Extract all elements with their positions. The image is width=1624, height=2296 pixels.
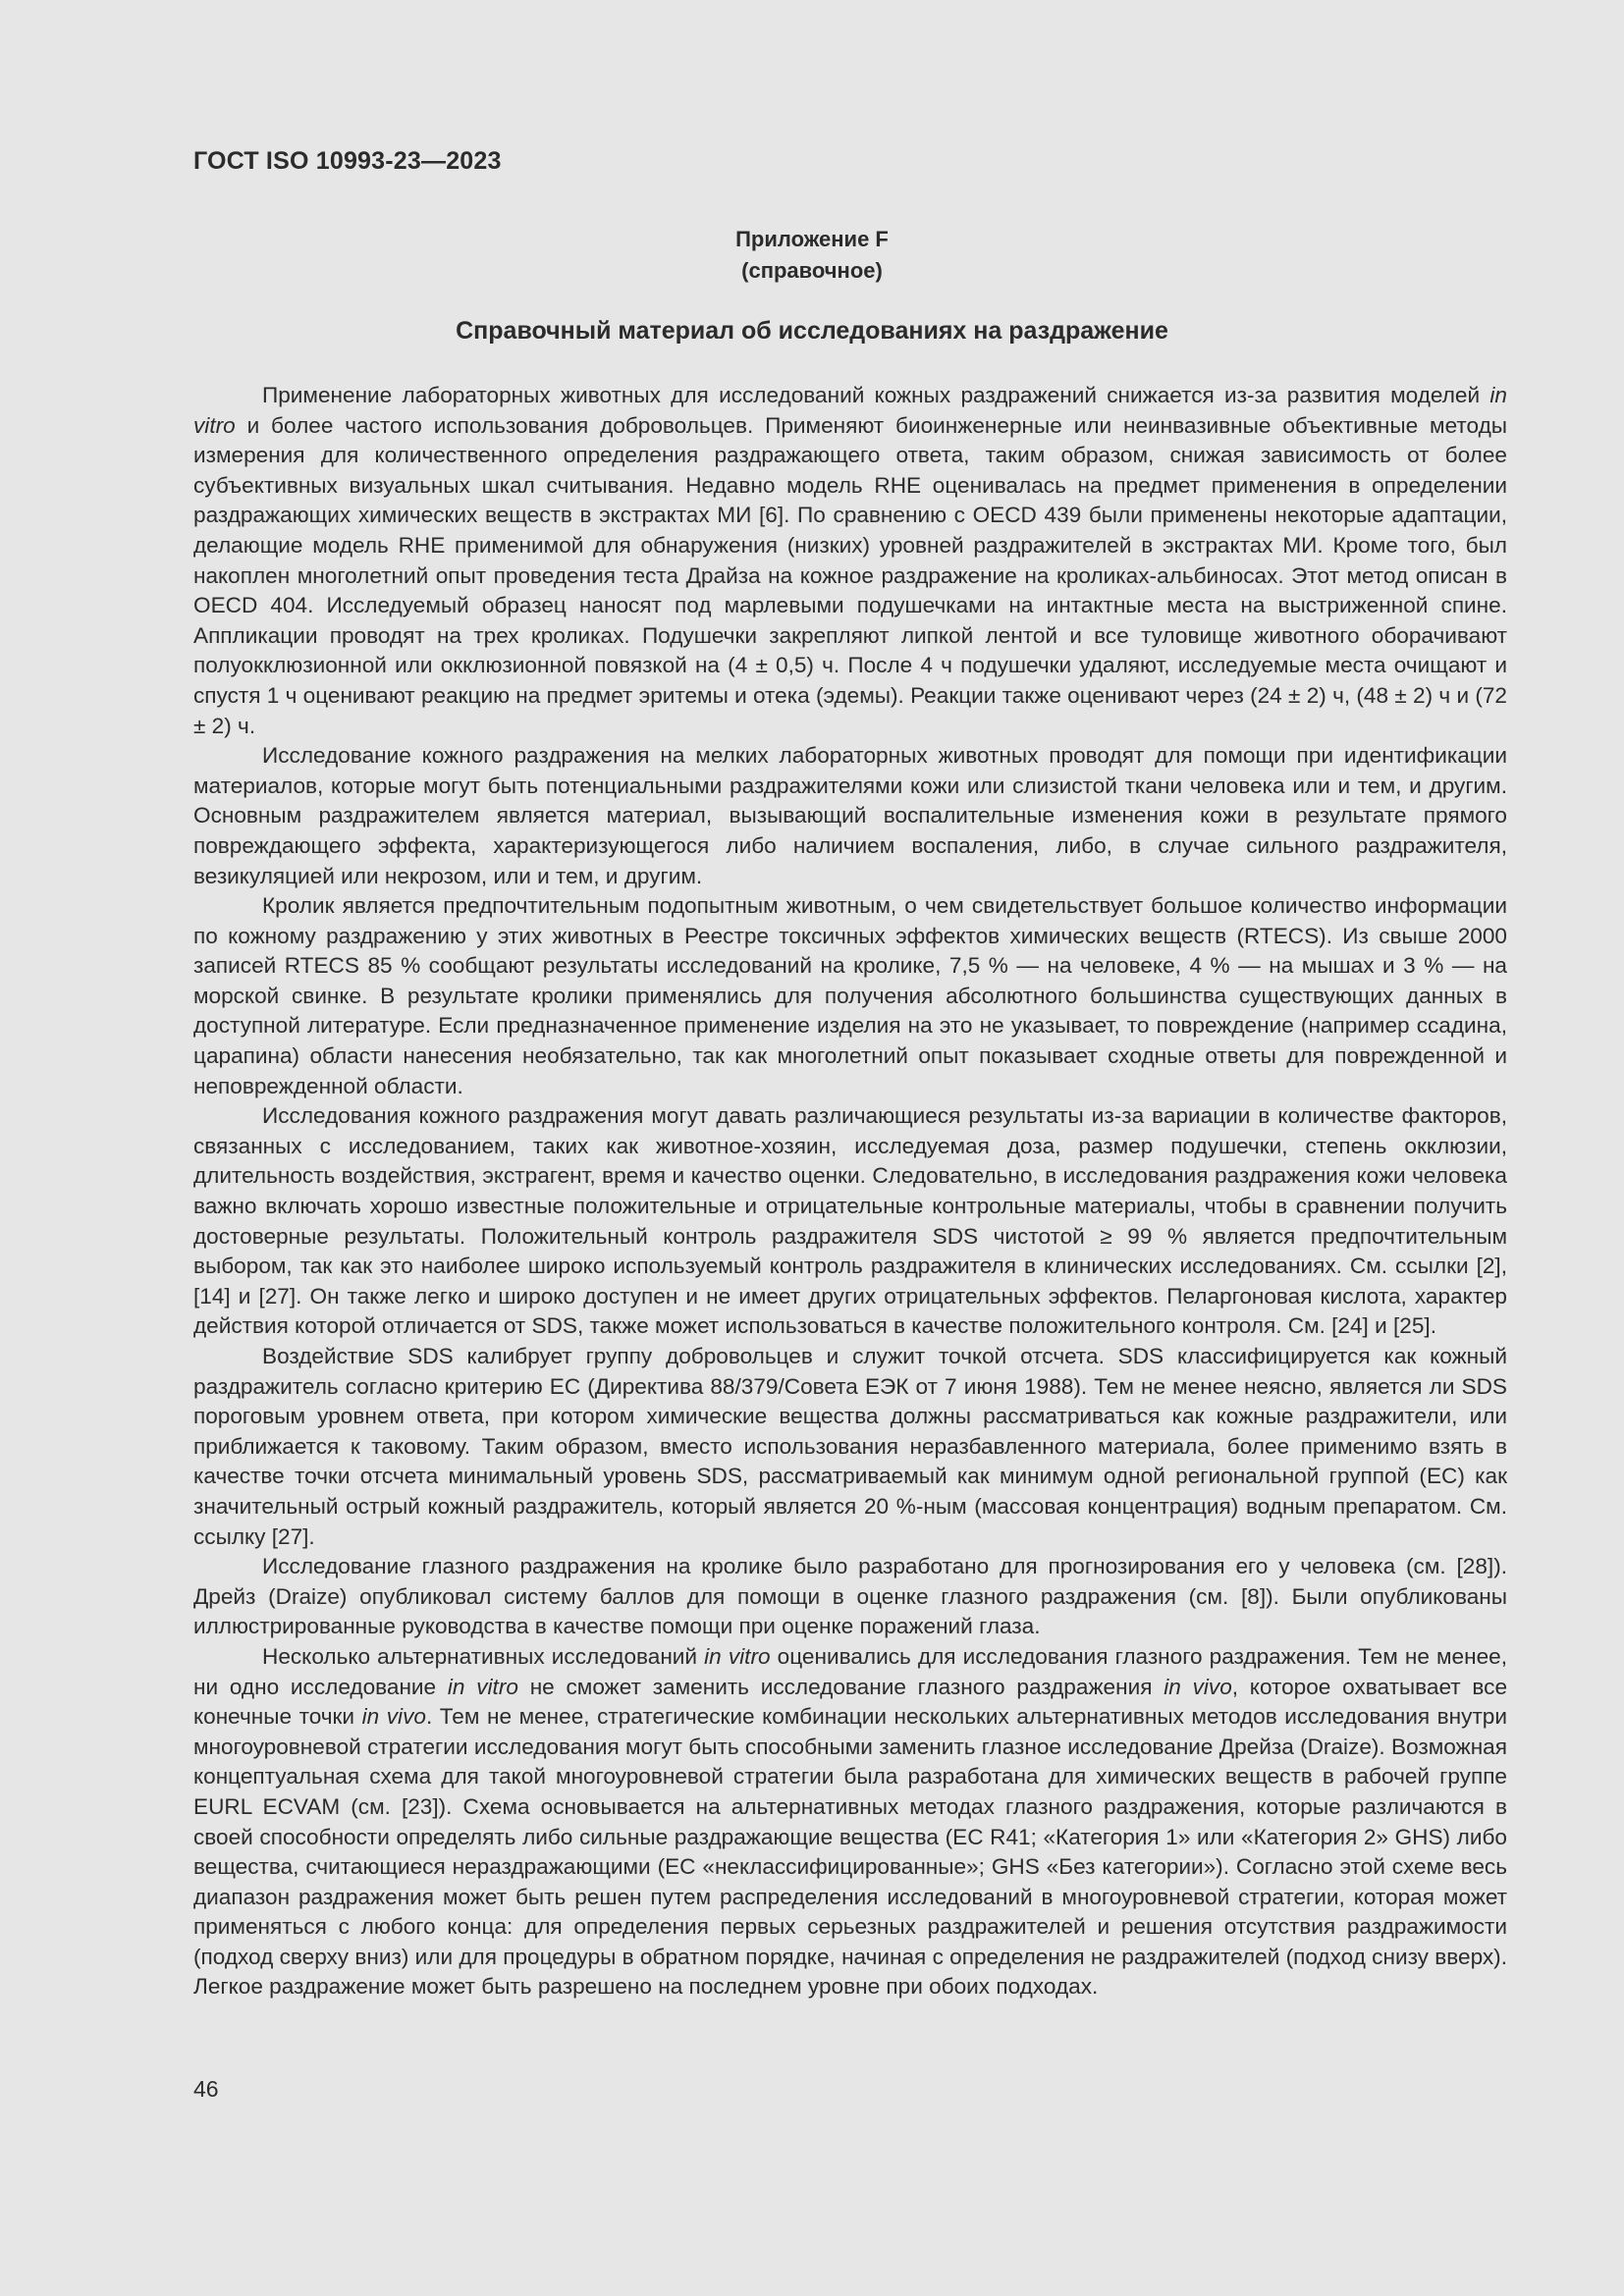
paragraph: Исследования кожного раздражения могут давать различающиеся результаты из-за вариации в количестве факторов, связанных с исследованием, таких как животное-хозяин, исследуемая доза, размер подушечки, степень окклюзии, длительность воздействия, экстрагент, время и качество оценки. Следовательно, в исследования раздражения кожи человека важно включать хорошо известные положительные и отрицательные контрольные материалы, чтобы в сравнении получить достоверные результаты. Положительный контроль раздражителя SDS чистотой ≥ 99 % является предпочтительным выбором, так как это наиболее широко используемый контроль раздражителя в клинических исследованиях. См. ссылки [2], [14] и [27]. Он также легко и широко доступен и не имеет других отрицательных эффектов. Пеларгоновая кислота, характер действия которой отличается от SDS, также может использоваться в качестве положительного контроля. См. [24] и [25].	[193, 1103, 1507, 1339]
body-text	[193, 381, 1507, 2002]
annex-type: (справочное)	[741, 258, 883, 283]
annex-heading	[0, 224, 1624, 287]
annex-title: Справочный материал об исследованиях на раздражение	[456, 317, 1168, 345]
annex-label: Приложение F	[735, 227, 889, 251]
paragraph: Применение лабораторных животных для исследований кожных раздражений снижается из-за развития моделей in vitro и более частого использования добровольцев. Применяют биоинженерные или неинвазивные объективные методы измерения для количественного определения раздражающего ответа, таким образом, снижая зависимость от более субъективных визуальных шкал считывания. Недавно модель RHE оценивалась на предмет применения в определении раздражающих химических веществ в экстрактах МИ [6]. По сравнению с OECD 439 были применены некоторые адаптации, делающие модель RHE применимой для обнаружения (низких) уровней раздражителей в экстрактах МИ. Кроме того, был накоплен многолетний опыт проведения теста Драйза на кожное раздражение на кроликах-альбиносах. Этот метод описан в OECD 404. Исследуемый образец наносят под марлевыми подушечками на интактные места на выстриженной спине. Аппликации проводят на трех кроликах. Подушечки закрепляют липкой лентой и все туловище животного оборачивают полуокклюзионной или окклюзионной повязкой на (4 ± 0,5) ч. После 4 ч подушечки удаляют, исследуемые места очищают и спустя 1 ч оценивают реакцию на предмет эритемы и отека (эдемы). Реакции также оценивают через (24 ± 2) ч, (48 ± 2) ч и (72 ± 2) ч.	[193, 383, 1507, 738]
paragraph: Исследование кожного раздражения на мелких лабораторных животных проводят для помощи при идентификации материалов, которые могут быть потенциальными раздражителями кожи или слизистой ткани человека или и тем, и другим. Основным раздражителем является материал, вызывающий воспалительные изменения кожи в результате прямого повреждающего эффекта, характеризующегося либо наличием воспаления, либо, в случае сильного раздражителя, везикуляцией или некрозом, или и тем, и другим.	[193, 743, 1507, 888]
paragraph: Исследование глазного раздражения на кролике было разработано для прогнозирования его у человека (см. [28]). Дрейз (Draize) опубликовал систему баллов для помощи в оценке глазного раздражения (см. [8]). Были опубликованы иллюстрированные руководства в качестве помощи при оценке поражений глаза.	[193, 1554, 1507, 1639]
paragraph: Несколько альтернативных исследований in vitro оценивались для исследования глазного раздражения. Тем не менее, ни одно исследование in vitro не сможет заменить исследование глазного раздражения in vivo, которое охватывает все конечные точки in vivo. Тем не менее, стратегические комбинации нескольких альтернативных методов исследования внутри многоуровневой стратегии исследования могут быть способными заменить глазное исследование Дрейза (Draize). Возможная концептуальная схема для такой многоуровневой стратегии была разработана для химических веществ в рабочей группе EURL ECVAM (см. [23]). Схема основывается на альтернативных методах глазного раздражения, которые различаются в своей способности определять либо сильные раздражающие вещества (ЕС R41; «Категория 1» или «Категория 2» GHS) либо вещества, считающиеся нераздражающими (ЕС «неклассифицированные»; GHS «Без категории»). Согласно этой схеме весь диапазон раздражения может быть решен путем распределения исследований в многоуровневой стратегии, которая может применяться с любого конца: для определения первых серьезных раздражителей и решения отсутствия раздражимости (подход сверху вниз) или для процедуры в обратном порядке, начиная с определения не раздражителей (подход снизу вверх). Легкое раздражение может быть разрешено на последнем уровне при обоих подходах.	[193, 1643, 1508, 2000]
standard-header: ГОСТ ISO 10993-23—2023	[193, 147, 502, 175]
paragraph: Воздействие SDS калибрует группу добровольцев и служит точкой отсчета. SDS классифицируется как кожный раздражитель согласно критерию ЕС (Директива 88/379/Совета ЕЭК от 7 июня 1988). Тем не менее неясно, является ли SDS пороговым уровнем ответа, при котором химические вещества должны рассматриваться как кожные раздражители, или приближается к таковому. Таким образом, вместо использования неразбавленного материала, более применимо взять в качестве точки отсчета минимальный уровень SDS, рассматриваемый как минимум одной региональной группой (ЕС) как значительный острый кожный раздражитель, который является 20 %-ным (массовая концентрация) водным препаратом. См. ссылку [27].	[193, 1344, 1507, 1549]
page-number: 46	[193, 2076, 219, 2102]
paragraph: Кролик является предпочтительным подопытным животным, о чем свидетельствует большое количество информации по кожному раздражению у этих животных в Реестре токсичных эффектов химических веществ (RTECS). Из свыше 2000 записей RTECS 85 % сообщают результаты исследований на кролике, 7,5 % — на человеке, 4 % — на мышах и 3 % — на морской свинке. В результате кролики применялись для получения абсолютного большинства существующих данных в доступной литературе. Если предназначенное применение изделия на это не указывает, то повреждение (например ссадина, царапина) области нанесения необязательно, так как многолетний опыт показывает сходные ответы для поврежденной и неповрежденной области.	[193, 893, 1507, 1098]
